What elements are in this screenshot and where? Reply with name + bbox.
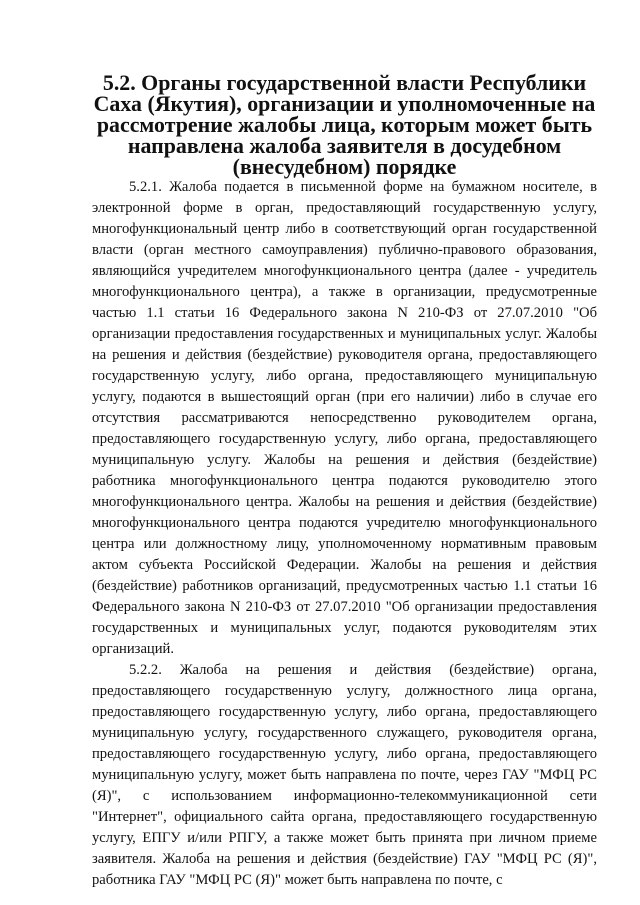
section-heading: 5.2. Органы государственной власти Республики Саха (Якутия), организации и уполномоченные на рассмотрение жалобы лица, которым может быть направлена жалоба заявителя в досудебном (внесудебном) порядке — [93, 70, 596, 179]
paragraph-5-2-2: 5.2.2. Жалоба на решения и действия (бездействие) органа, предоставляющего государственную услугу, должностного лица органа, предоставляющего государственную услугу, либо органа, предоставляющего муниципальную услугу, государственного служащего, руководителя органа, предоставляющего государственную услугу, либо органа, предоставляющего муниципальную услугу, может быть направлена по почте, через ГАУ "МФЦ РС (Я)", с использованием информационно-телекоммуникационной сети "Интернет", официального сайта органа, предоставляющего государственную услугу, ЕПГУ и/или РПГУ, а также может быть принята при личном приеме заявителя. Жалоба на решения и действия (бездействие) ГАУ "МФЦ РС (Я)", работника ГАУ "МФЦ РС (Я)" может быть направлена по почте, с — [92, 662, 597, 888]
paragraph-5-2-1: 5.2.1. Жалоба подается в письменной форме на бумажном носителе, в электронной форме в орган, предоставляющий государственную услугу, многофункциональный центр либо в соответствующий орган государственной власти (орган местного самоуправления) публично-правового образования, являющийся учредителем многофункционального центра (далее - учредитель многофункционального центра), а также в организации, предусмотренные частью 1.1 статьи 16 Федерального закона N 210-ФЗ от 27.07.2010 "Об организации предоставления государственных и муниципальных услуг. Жалобы на решения и действия (бездействие) руководителя органа, предоставляющего государственную услугу, либо органа, предоставляющего муниципальную услугу, подаются в вышестоящий орган (при его наличии) либо в случае его отсутствия рассматриваются непосредственно руководителем органа, предоставляющего государственную услугу, либо органа, предоставляющего муниципальную услугу. Жалобы на решения и действия (бездействие) работника многофункционального центра подаются руководителю этого многофункционального центра. Жалобы на решения и действия (бездействие) многофункционального центра подаются учредителю многофункционального центра или должностному лицу, уполномоченному нормативным правовым актом субъекта Российской Федерации. Жалобы на решения и действия (бездействие) работников организаций, предусмотренных частью 1.1 статьи 16 Федерального закона N 210-ФЗ от 27.07.2010 "Об организации предоставления государственных и муниципальных услуг, подаются руководителям этих организаций. — [92, 179, 597, 657]
